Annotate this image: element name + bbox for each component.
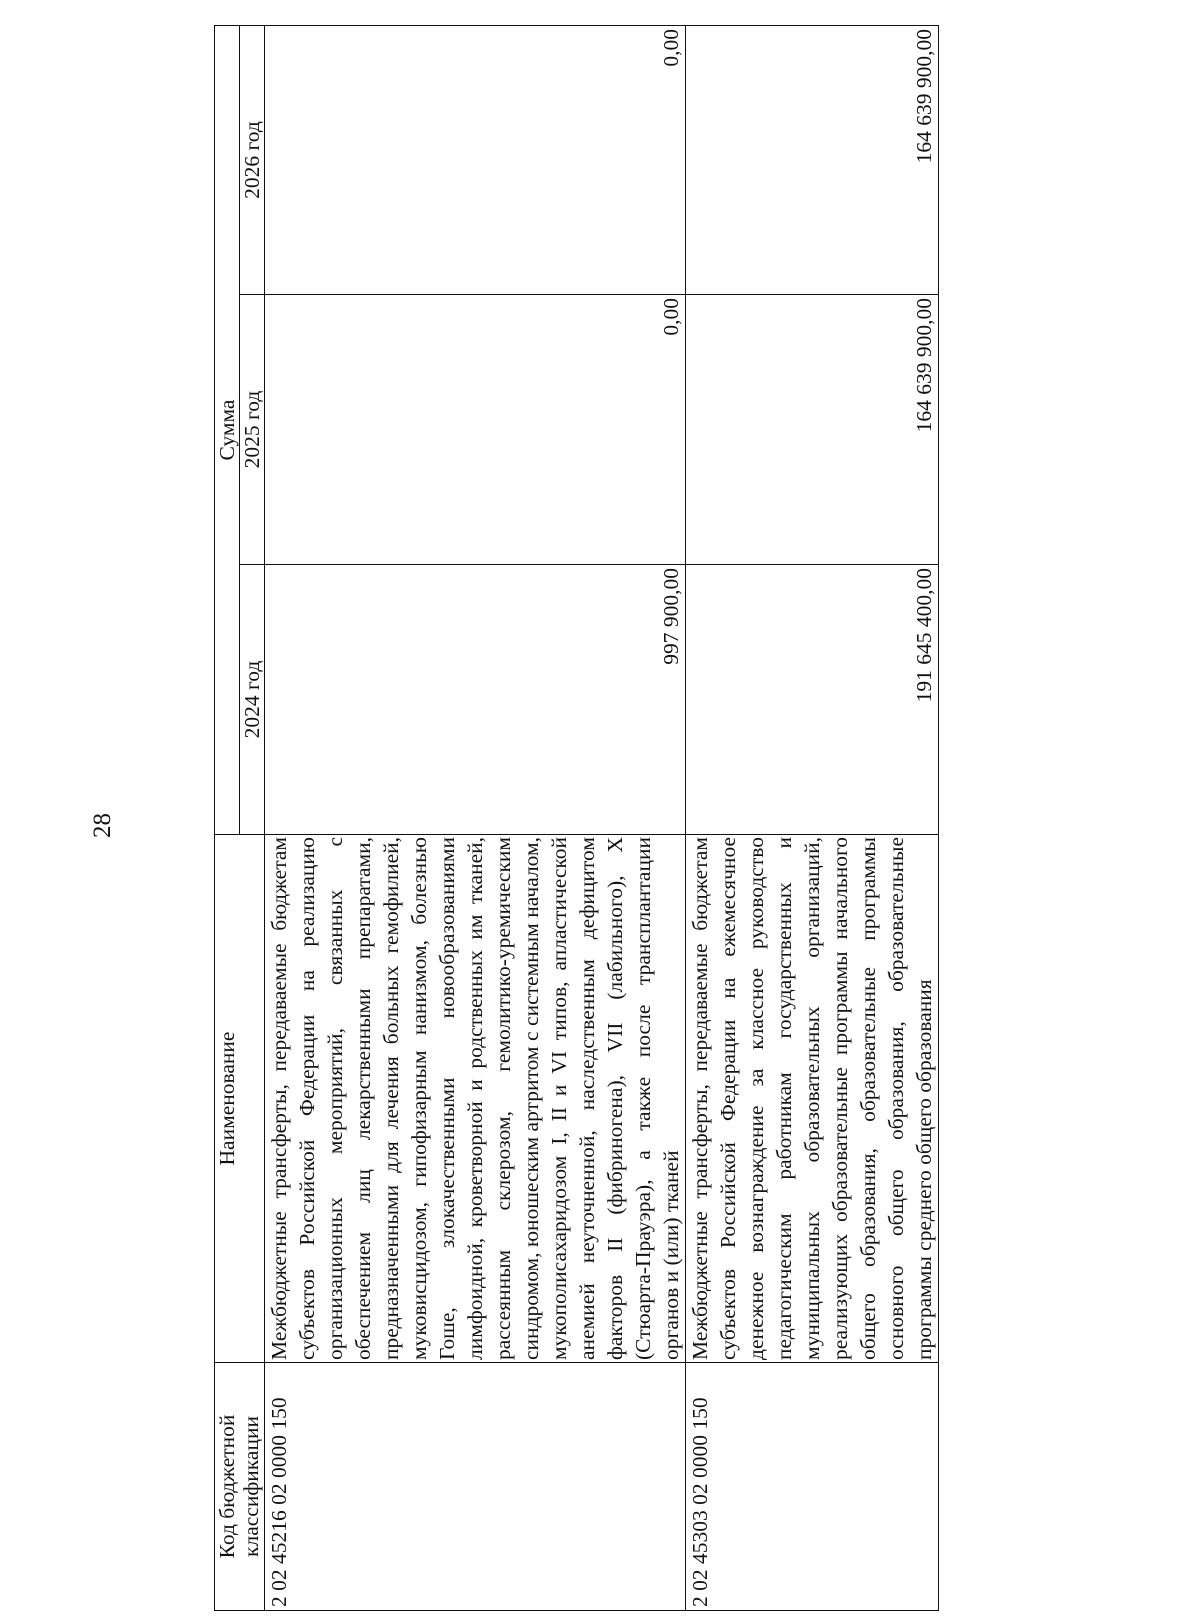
budget-table [214, 25, 939, 1611]
header-year-2025: 2025 год [240, 295, 265, 565]
header-sum: Сумма [215, 25, 240, 834]
table-row [686, 25, 939, 1610]
header-name: Наименование [215, 835, 265, 1363]
row-amount-2026: 0,00 [265, 25, 686, 294]
row-amount-2025: 164 639 900,00 [686, 295, 939, 565]
header-code: Код бюджетной классификации [215, 1363, 265, 1611]
table-row [265, 25, 686, 1610]
row-amount-2024: 191 645 400,00 [686, 565, 939, 835]
header-row [215, 25, 240, 1610]
rotated-page [66, 11, 1186, 1611]
row-amount-2025: 0,00 [265, 295, 686, 565]
header-year-2024: 2024 год [240, 565, 265, 835]
row-amount-2026: 164 639 900,00 [686, 25, 939, 294]
row-name: Межбюджетные трансферты, передаваемые бюджетам субъектов Российской Федерации на ежемесячное денежное вознаграждение за классное руководство педагогическим работникам государственных и муниципальных образовательных организаций, реализующих образовательные программы начального общего образования, образовательные программы основного общего образования, образовательные программы среднего общего образования [686, 835, 939, 1363]
row-amount-2024: 997 900,00 [265, 565, 686, 835]
row-name: Межбюджетные трансферты, передаваемые бюджетам субъектов Российской Федерации на реализацию организационных мероприятий, связанных с обеспечением лиц лекарственными препаратами, предназначенными для лечения больных гемофилией, муковисцидозом, гипофизарным нанизмом, болезнью Гоше, злокачественными новообразованиями лимфоидной, кроветворной и родственных им тканей, рассеянным склерозом, гемолитико-уремическим синдромом, юношеским артритом с системным началом, мукополисахаридозом I, II и VI типов, апластической анемией неуточненной, наследственным дефицитом факторов II (фибриногена), VII (лабильного), X (Стюарта-Прауэра), а также после трансплантации органов и (или) тканей [265, 835, 686, 1363]
header-year-2026: 2026 год [240, 25, 265, 294]
page-number: 28 [89, 813, 116, 838]
row-code: 2 02 45216 02 0000 150 [265, 1363, 686, 1611]
row-code: 2 02 45303 02 0000 150 [686, 1363, 939, 1611]
